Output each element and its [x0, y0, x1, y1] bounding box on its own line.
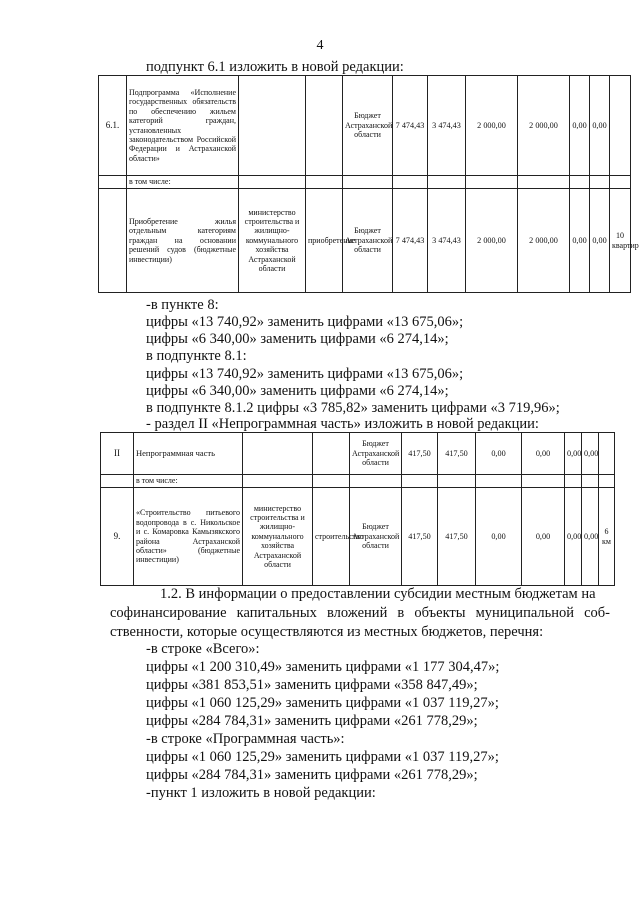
table-row	[99, 76, 631, 176]
measure-name: «Строительство питьевого водопровода в с. Никольское и с. Комаровка Камызякского района Астраханской области» (бюджетные инвестиции)	[134, 488, 243, 586]
value-year3: 0,00	[522, 488, 565, 586]
paragraph-line: 1.2. В информации о предоставлении субсидии местным бюджетам на	[160, 586, 596, 602]
result-cell: 10 квартир	[610, 189, 631, 293]
paragraph-line: ственности, которые осуществляются из местных бюджетов, перечня:	[110, 624, 544, 640]
value-year5: 0,00	[582, 488, 599, 586]
table-row	[101, 475, 615, 488]
value-year2: 0,00	[476, 488, 522, 586]
text-line: цифры «1 060 125,29» заменить цифрами «1 037 119,27»;	[146, 695, 499, 711]
value-year3: 0,00	[522, 433, 565, 475]
text-line: в подпункте 8.1.2 цифры «3 785,82» заменить цифрами «3 719,96»;	[146, 400, 560, 416]
table-row	[101, 433, 615, 475]
value-year5: 0,00	[582, 433, 599, 475]
value-total: 417,50	[402, 488, 438, 586]
result-cell	[610, 76, 631, 176]
nonprogram-table	[100, 432, 615, 586]
type-cell	[313, 433, 350, 475]
row-number: II	[101, 433, 134, 475]
funding-source: Бюджет Астраханской области	[350, 488, 402, 586]
text-line: цифры «381 853,51» заменить цифрами «358 847,49»;	[146, 677, 478, 693]
text-line: в подпункте 8.1:	[146, 348, 247, 364]
funding-source: Бюджет Астраханской области	[343, 189, 393, 293]
value-total: 417,50	[402, 433, 438, 475]
type-cell: строительство	[313, 488, 350, 586]
subheading-label: в том числе:	[127, 176, 239, 189]
table-row	[101, 488, 615, 586]
value-year4: 0,00	[565, 433, 582, 475]
value-year3: 2 000,00	[518, 189, 570, 293]
intro-line: подпункт 6.1 изложить в новой редакции:	[146, 59, 404, 75]
text-line: цифры «284 784,31» заменить цифрами «261 778,29»;	[146, 713, 478, 729]
text-line: -пункт 1 изложить в новой редакции:	[146, 785, 376, 801]
paragraph-line: софинансирование капитальных вложений в объекты муниципальной соб-	[110, 605, 610, 621]
table-row	[99, 176, 631, 189]
result-cell: 6 км	[599, 488, 615, 586]
executor-cell: министерство строительства и жилищно-коммунального хозяйства Астраханской области	[243, 488, 313, 586]
text-line: цифры «1 060 125,29» заменить цифрами «1 037 119,27»;	[146, 749, 499, 765]
value-year3: 2 000,00	[518, 76, 570, 176]
value-year1: 417,50	[438, 488, 476, 586]
row-number	[99, 189, 127, 293]
text-line: -в строке «Всего»:	[146, 641, 260, 657]
value-year4: 0,00	[565, 488, 582, 586]
page-number: 4	[316, 38, 324, 53]
measure-name: Приобретение жилья отдельным категориям граждан на основании решений судов (бюджетные инвестиции)	[127, 189, 239, 293]
value-year2: 2 000,00	[466, 189, 518, 293]
measure-name: Непрограммная часть	[134, 433, 243, 475]
value-year2: 2 000,00	[466, 76, 518, 176]
program-table	[98, 75, 639, 293]
text-line: цифры «13 740,92» заменить цифрами «13 675,06»;	[146, 314, 464, 330]
executor-cell	[243, 433, 313, 475]
result-cell	[599, 433, 615, 475]
executor-cell	[239, 76, 306, 176]
type-cell	[306, 76, 343, 176]
measure-name: Подпрограмма «Исполнение государственных обязательств по обеспечению жильем категорий граждан, установленных законодательством Российской Федерации и Астраханской области»	[127, 76, 239, 176]
funding-source: Бюджет Астраханской области	[343, 76, 393, 176]
text-line: цифры «13 740,92» заменить цифрами «13 675,06»;	[146, 366, 464, 382]
text-line: -в пункте 8:	[146, 297, 219, 313]
row-number: 6.1.	[99, 76, 127, 176]
text-line: цифры «284 784,31» заменить цифрами «261 778,29»;	[146, 767, 478, 783]
value-year1: 417,50	[438, 433, 476, 475]
text-line: -в строке «Программная часть»:	[146, 731, 345, 747]
executor-cell: министерство строительства и жилищно-коммунального хозяйства Астраханской области	[239, 189, 306, 293]
text-line: цифры «6 340,00» заменить цифрами «6 274,14»;	[146, 331, 449, 347]
text-line: цифры «6 340,00» заменить цифрами «6 274,14»;	[146, 383, 449, 399]
value-year4: 0,00	[570, 76, 590, 176]
value-year5: 0,00	[590, 76, 610, 176]
subheading-label: в том числе:	[134, 475, 243, 488]
value-year1: 3 474,43	[428, 189, 466, 293]
value-total: 7 474,43	[393, 189, 428, 293]
value-year4: 0,00	[570, 189, 590, 293]
row-number: 9.	[101, 488, 134, 586]
value-year1: 3 474,43	[428, 76, 466, 176]
funding-source: Бюджет Астраханской области	[350, 433, 402, 475]
type-cell: приобретение	[306, 189, 343, 293]
value-year2: 0,00	[476, 433, 522, 475]
value-total: 7 474,43	[393, 76, 428, 176]
text-line: - раздел II «Непрограммная часть» изложить в новой редакции:	[146, 416, 539, 432]
value-year5: 0,00	[590, 189, 610, 293]
text-line: цифры «1 200 310,49» заменить цифрами «1 177 304,47»;	[146, 659, 500, 675]
table-row	[99, 189, 631, 293]
